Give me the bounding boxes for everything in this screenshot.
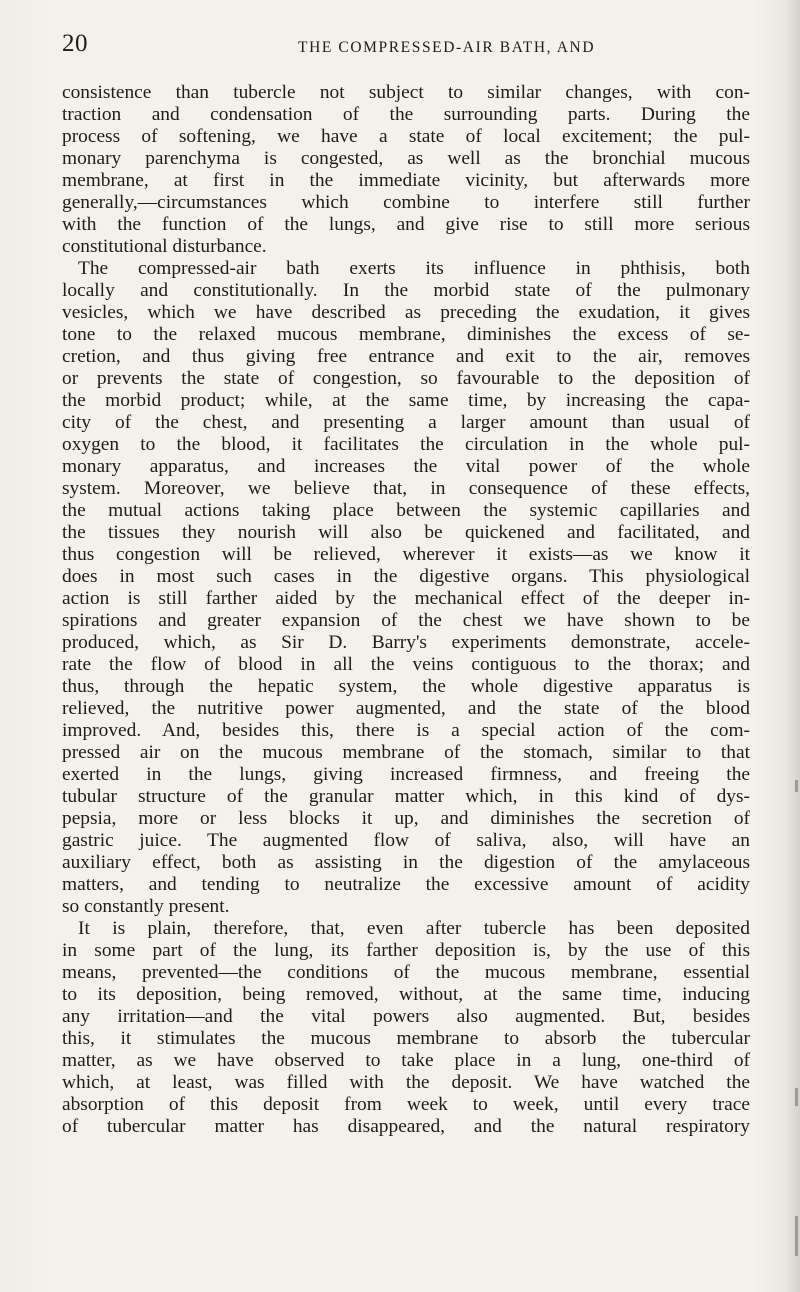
- text-line: monary parenchyma is congested, as well as the bronchial mucous: [62, 148, 750, 169]
- text-line: which, at least, was filled with the deposit. We have watched the: [62, 1072, 750, 1093]
- text-line: any irritation—and the vital powers also augmented. But, besides: [62, 1006, 750, 1027]
- text-line: exerted in the lungs, giving increased firmness, and freeing the: [62, 764, 750, 785]
- text-line: The compressed-air bath exerts its influence in phthisis, both: [78, 258, 750, 279]
- text-line: absorption of this deposit from week to week, until every trace: [62, 1094, 750, 1115]
- text-line: matter, as we have observed to take place in a lung, one-third of: [62, 1050, 750, 1071]
- text-line: or prevents the state of congestion, so favourable to the deposition of: [62, 368, 750, 389]
- text-line: this, it stimulates the mucous membrane to absorb the tubercular: [62, 1028, 750, 1049]
- text-line: monary apparatus, and increases the vital power of the whole: [62, 456, 750, 477]
- text-line: oxygen to the blood, it facilitates the circulation in the whole pul-: [62, 434, 750, 455]
- text-line: to its deposition, being removed, without, at the same time, inducing: [62, 984, 750, 1005]
- text-line: cretion, and thus giving free entrance and exit to the air, removes: [62, 346, 750, 367]
- text-line: matters, and tending to neutralize the excessive amount of acidity: [62, 874, 750, 895]
- text-line: relieved, the nutritive power augmented, and the state of the blood: [62, 698, 750, 719]
- page-number: 20: [62, 30, 88, 57]
- text-line: produced, which, as Sir D. Barry's experiments demonstrate, accele-: [62, 632, 750, 653]
- text-line: the morbid product; while, at the same time, by increasing the capa-: [62, 390, 750, 411]
- text-line: tone to the relaxed mucous membrane, diminishes the excess of se-: [62, 324, 750, 345]
- text-line: in some part of the lung, its farther deposition is, by the use of this: [62, 940, 750, 961]
- text-line: tubular structure of the granular matter which, in this kind of dys-: [62, 786, 750, 807]
- text-line: city of the chest, and presenting a larger amount than usual of: [62, 412, 750, 433]
- text-line: improved. And, besides this, there is a special action of the com-: [62, 720, 750, 741]
- text-line: constitutional disturbance.: [62, 236, 267, 257]
- text-line: traction and condensation of the surrounding parts. During the: [62, 104, 750, 125]
- text-line: means, prevented—the conditions of the mucous membrane, essential: [62, 962, 750, 983]
- text-line: gastric juice. The augmented flow of saliva, also, will have an: [62, 830, 750, 851]
- text-line: of tubercular matter has disappeared, and the natural respiratory: [62, 1116, 750, 1137]
- text-line: pressed air on the mucous membrane of the stomach, similar to that: [62, 742, 750, 763]
- page-edge-mark: [795, 780, 798, 792]
- page-edge-mark: [795, 1216, 798, 1256]
- text-line: action is still farther aided by the mechanical effect of the deeper in-: [62, 588, 750, 609]
- text-line: auxiliary effect, both as assisting in the digestion of the amylaceous: [62, 852, 750, 873]
- text-line: the tissues they nourish will also be quickened and facilitated, and: [62, 522, 750, 543]
- text-line: pepsia, more or less blocks it up, and diminishes the secretion of: [62, 808, 750, 829]
- text-line: thus congestion will be relieved, wherever it exists—as we know it: [62, 544, 750, 565]
- text-line: system. Moreover, we believe that, in consequence of these effects,: [62, 478, 750, 499]
- text-line: spirations and greater expansion of the chest we have shown to be: [62, 610, 750, 631]
- text-line: membrane, at first in the immediate vicinity, but afterwards more: [62, 170, 750, 191]
- text-line: consistence than tubercle not subject to similar changes, with con-: [62, 82, 750, 103]
- text-line: generally,—circumstances which combine to interfere still further: [62, 192, 750, 213]
- page-edge-mark: [795, 1088, 798, 1106]
- running-head: THE COMPRESSED-AIR BATH, AND: [298, 39, 596, 56]
- text-line: does in most such cases in the digestive organs. This physiological: [62, 566, 750, 587]
- text-line: process of softening, we have a state of local excitement; the pul-: [62, 126, 750, 147]
- page-header: [62, 30, 752, 60]
- text-line: vesicles, which we have described as preceding the exudation, it gives: [62, 302, 750, 323]
- text-line: rate the flow of blood in all the veins contiguous to the thorax; and: [62, 654, 750, 675]
- body-text: [62, 82, 750, 1138]
- text-line: thus, through the hepatic system, the whole digestive apparatus is: [62, 676, 750, 697]
- text-line: the mutual actions taking place between the systemic capillaries and: [62, 500, 750, 521]
- text-line: with the function of the lungs, and give rise to still more serious: [62, 214, 750, 235]
- text-line: It is plain, therefore, that, even after tubercle has been deposited: [78, 918, 750, 939]
- text-line: locally and constitutionally. In the morbid state of the pulmonary: [62, 280, 750, 301]
- text-line: so constantly present.: [62, 896, 230, 917]
